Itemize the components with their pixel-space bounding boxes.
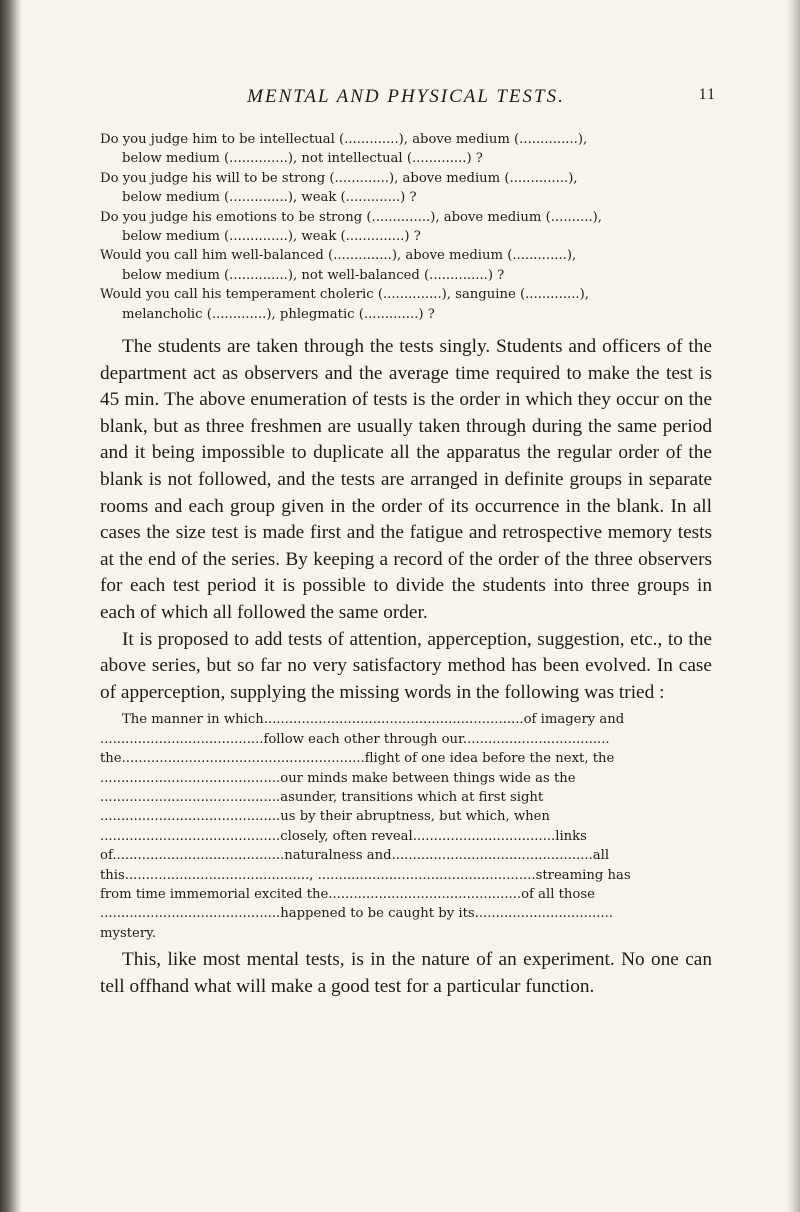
page-edge: [786, 0, 800, 1212]
completion-line: ...........................................happened to be caught by its.................................: [100, 906, 613, 922]
question-line: Would you call him well-balanced (..............), above medium (.............),: [100, 248, 577, 264]
book-binding-shadow: [0, 0, 22, 1212]
question-item: [100, 130, 712, 169]
questionnaire: [100, 130, 712, 324]
question-item: [100, 285, 712, 324]
question-line: below medium (..............), weak (..............) ?: [122, 229, 421, 245]
running-head: [100, 86, 716, 112]
completion-line: mystery.: [100, 925, 157, 941]
completion-line: The manner in which..............................................................of imagery and: [122, 712, 625, 728]
paragraph-proposed-tests: It is proposed to add tests of attention, apperception, suggestion, etc., to the above series, but so far no very satisfactory method has been evolved. In case of apperception, supplying the missing words in the following was tried :: [100, 628, 712, 703]
completion-line: of.........................................naturalness and................................................all: [100, 848, 610, 864]
completion-line: ...........................................us by their abruptness, but which, when: [100, 809, 550, 825]
completion-line: .......................................follow each other through our...................................: [100, 731, 610, 747]
question-item: [100, 246, 712, 285]
completion-line: the..........................................................flight of one idea before the next, the: [100, 751, 615, 767]
question-line: Would you call his temperament choleric (..............), sanguine (.............),: [100, 287, 589, 303]
question-line: Do you judge his emotions to be strong (..............), above medium (..........),: [100, 209, 602, 225]
completion-line: from time immemorial excited the..............................................of all those: [100, 887, 595, 903]
question-line: Do you judge his will to be strong (.............), above medium (..............),: [100, 170, 578, 186]
question-line: melancholic (.............), phlegmatic (.............) ?: [122, 306, 435, 322]
question-line: below medium (..............), not intellectual (.............) ?: [122, 151, 483, 167]
question-line: below medium (..............), not well-balanced (..............) ?: [122, 267, 505, 283]
running-head-title: MENTAL AND PHYSICAL TESTS.: [247, 86, 565, 107]
completion-line: ...........................................closely, often reveal..................................links: [100, 828, 587, 844]
question-line: below medium (..............), weak (.............) ?: [122, 190, 417, 206]
question-line: Do you judge him to be intellectual (.............), above medium (..............),: [100, 132, 588, 147]
page-number: 11: [698, 86, 716, 103]
paragraph-conclusion: This, like most mental tests, is in the nature of an experiment. No one can tell offhand what will make a good test for a particular function.: [100, 949, 712, 997]
completion-line: this............................................, ....................................................streaming has: [100, 867, 631, 883]
question-item: [100, 169, 712, 208]
question-item: [100, 208, 712, 247]
completion-line: ...........................................our minds make between things wide as the: [100, 770, 576, 786]
completion-line: ...........................................asunder, transitions which at first sight: [100, 790, 544, 805]
book-page: [100, 86, 716, 1000]
completion-test-passage: [100, 710, 712, 943]
paragraph-procedure: The students are taken through the tests singly. Students and officers of the department act as observers and the average time required to make the test is 45 min. The above enumeration of tests is the order in which they occur on the blank, but as three freshmen are usually taken through during the same period and it being impossible to duplicate all the apparatus the regular order of the blank is not followed, and the tests are arranged in definite groups in separate rooms and each group given in the order of its occurrence in the blank. In all cases the size test is made first and the fatigue and retrospective memory tests at the end of the series. By keeping a record of the order of the three observers for each test period it is possible to divide the students into three groups in each of which all followed the same order.: [100, 336, 712, 623]
